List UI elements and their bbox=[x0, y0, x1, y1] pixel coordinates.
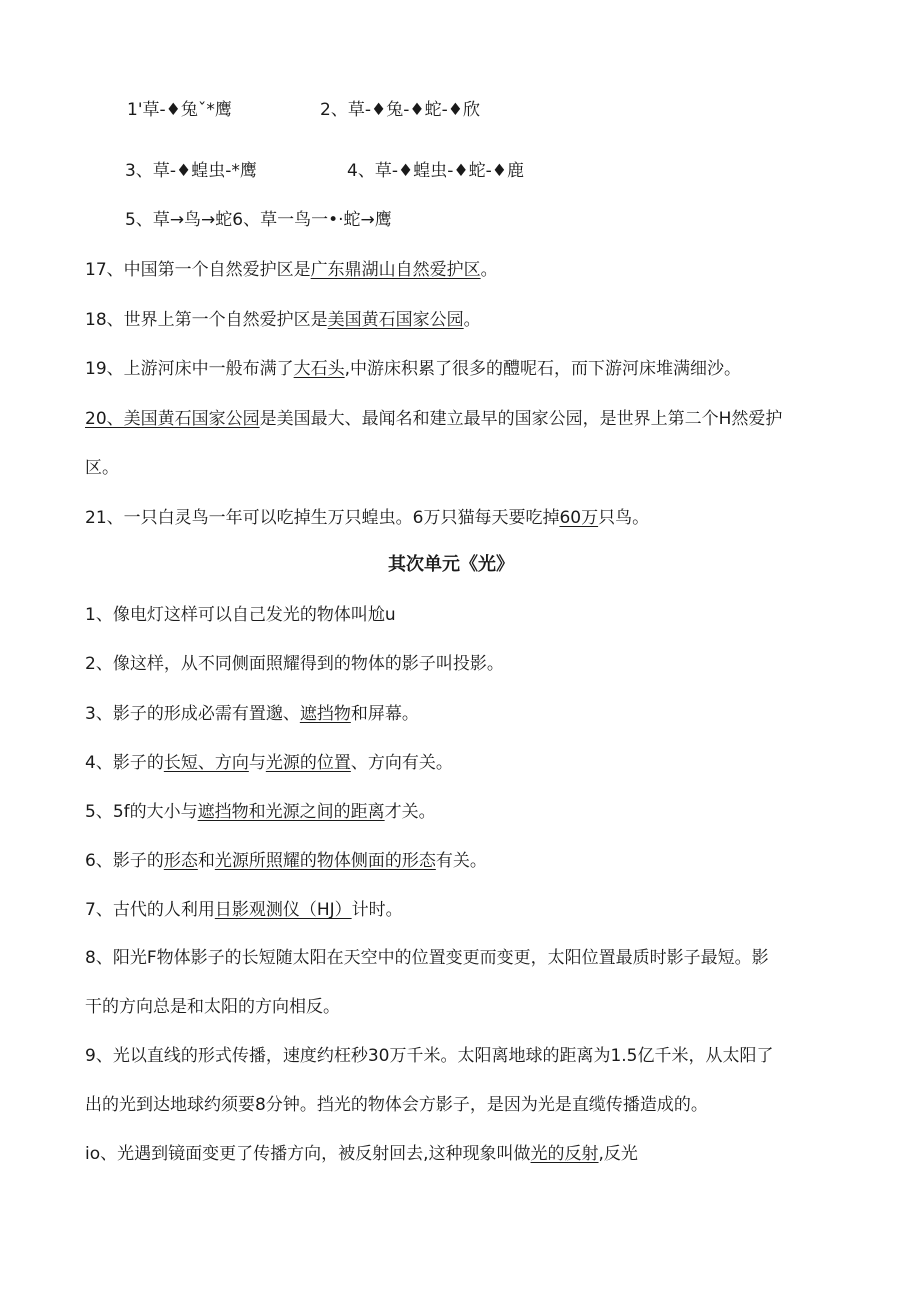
item-17-answer: 广东鼎湖山自然爱护区 bbox=[310, 260, 481, 280]
light-item-5-end: 才关。 bbox=[384, 802, 436, 822]
item-20-text: 是美国最大、最闻名和建立最早的国家公园，是世界上第二个H然爱护 bbox=[259, 409, 783, 429]
light-item-10-end: ,反光 bbox=[598, 1144, 638, 1164]
light-item-9-line-2: 出的光到达地球约须要8分钟。挡光的物体会方影子，是因为光是直缆传播造成的。 bbox=[85, 1095, 708, 1115]
item-19-end: ,中游床积累了很多的醴呢石，而下游河床堆满细沙。 bbox=[344, 359, 742, 379]
item-18-end: 。 bbox=[463, 310, 481, 330]
light-item-10 bbox=[85, 1142, 638, 1166]
item-21 bbox=[85, 506, 649, 530]
light-item-5 bbox=[85, 800, 436, 824]
light-item-6 bbox=[85, 849, 487, 873]
light-item-8-line-2: 干的方向总是和太阳的方向相反。 bbox=[85, 997, 340, 1017]
light-item-7-end: 计时。 bbox=[351, 900, 403, 920]
food-chain-1: 1'草-♦兔ˇ*鹰 bbox=[127, 100, 232, 120]
item-20-continued: 区。 bbox=[85, 458, 119, 478]
light-item-6-answer-1: 形态 bbox=[163, 851, 198, 871]
light-item-4-answer-2: 光源的位置 bbox=[265, 753, 351, 773]
section-heading: 其次单元《光》 bbox=[388, 554, 514, 575]
item-18-answer: 美国黄石国家公园 bbox=[327, 310, 464, 330]
light-item-5-text: 5、5f的大小与 bbox=[85, 802, 198, 822]
item-18 bbox=[85, 308, 481, 332]
light-item-6-answer-2: 光源所照耀的物体侧面的形态 bbox=[214, 851, 436, 871]
light-item-6-end: 有关。 bbox=[435, 851, 487, 871]
light-item-3-answer: 遮挡物 bbox=[299, 704, 351, 724]
item-21-answer: 60万 bbox=[559, 508, 599, 528]
item-20 bbox=[85, 407, 782, 431]
light-item-5-answer: 遮挡物和光源之间的距离 bbox=[197, 802, 385, 822]
light-item-10-text: io、光遇到镜面变更了传播方向，被反射回去,这种现象叫做 bbox=[85, 1144, 531, 1164]
food-chain-5-6: 5、草→鸟→蛇6、草一鸟一•·蛇→鹰 bbox=[125, 210, 392, 230]
item-19-text: 19、上游河床中一般布满了 bbox=[85, 359, 294, 379]
item-21-text: 21、一只白灵鸟一年可以吃掉生万只蝗虫。6万只猫每天要吃掉 bbox=[85, 508, 560, 528]
food-chain-2: 2、草-♦兔-♦蛇-♦欣 bbox=[320, 100, 480, 120]
light-item-6-mid: 和 bbox=[197, 851, 215, 871]
light-item-3-end: 和屏幕。 bbox=[350, 704, 419, 724]
item-19 bbox=[85, 357, 741, 381]
food-chain-3: 3、草-♦蝗虫-*鹰 bbox=[125, 161, 257, 181]
light-item-4-text: 4、影子的 bbox=[85, 753, 164, 773]
item-20-answer: 20、美国黄石国家公园 bbox=[85, 409, 260, 429]
item-17-end: 。 bbox=[480, 260, 498, 280]
item-21-end: 只鸟。 bbox=[598, 508, 650, 528]
light-item-8-line-1: 8、阳光F物体影子的长短随太阳在天空中的位置变更而变更，太阳位置最质时影子最短。影 bbox=[85, 948, 769, 968]
light-item-7 bbox=[85, 898, 403, 922]
item-19-answer: 大石头 bbox=[293, 359, 345, 379]
light-item-3-text: 3、影子的形成必需有置邈、 bbox=[85, 704, 300, 724]
item-18-text: 18、世界上第一个自然爱护区是 bbox=[85, 310, 328, 330]
light-item-2: 2、像这样，从不同侧面照耀得到的物体的影子叫投影。 bbox=[85, 654, 504, 674]
light-item-7-text: 7、古代的人利用 bbox=[85, 900, 215, 920]
light-item-9-line-1: 9、光以直线的形式传播，速度约枉秒30万千米。太阳离地球的距离为1.5亿千米，从太阳了 bbox=[85, 1046, 774, 1066]
light-item-3 bbox=[85, 702, 419, 726]
light-item-1: 1、像电灯这样可以自己发光的物体叫尬u bbox=[85, 605, 396, 625]
light-item-4-end: 、方向有关。 bbox=[350, 753, 453, 773]
light-item-4-mid: 与 bbox=[248, 753, 266, 773]
item-17 bbox=[85, 258, 498, 282]
item-17-text: 17、中国第一个自然爱护区是 bbox=[85, 260, 311, 280]
light-item-4-answer-1: 长短、方向 bbox=[163, 753, 249, 773]
light-item-10-answer: 光的反射 bbox=[530, 1144, 599, 1164]
light-item-4 bbox=[85, 751, 453, 775]
light-item-7-answer: 日影观测仪（HJ） bbox=[214, 900, 352, 920]
light-item-6-text: 6、影子的 bbox=[85, 851, 164, 871]
food-chain-4: 4、草-♦蝗虫-♦蛇-♦鹿 bbox=[347, 161, 524, 181]
